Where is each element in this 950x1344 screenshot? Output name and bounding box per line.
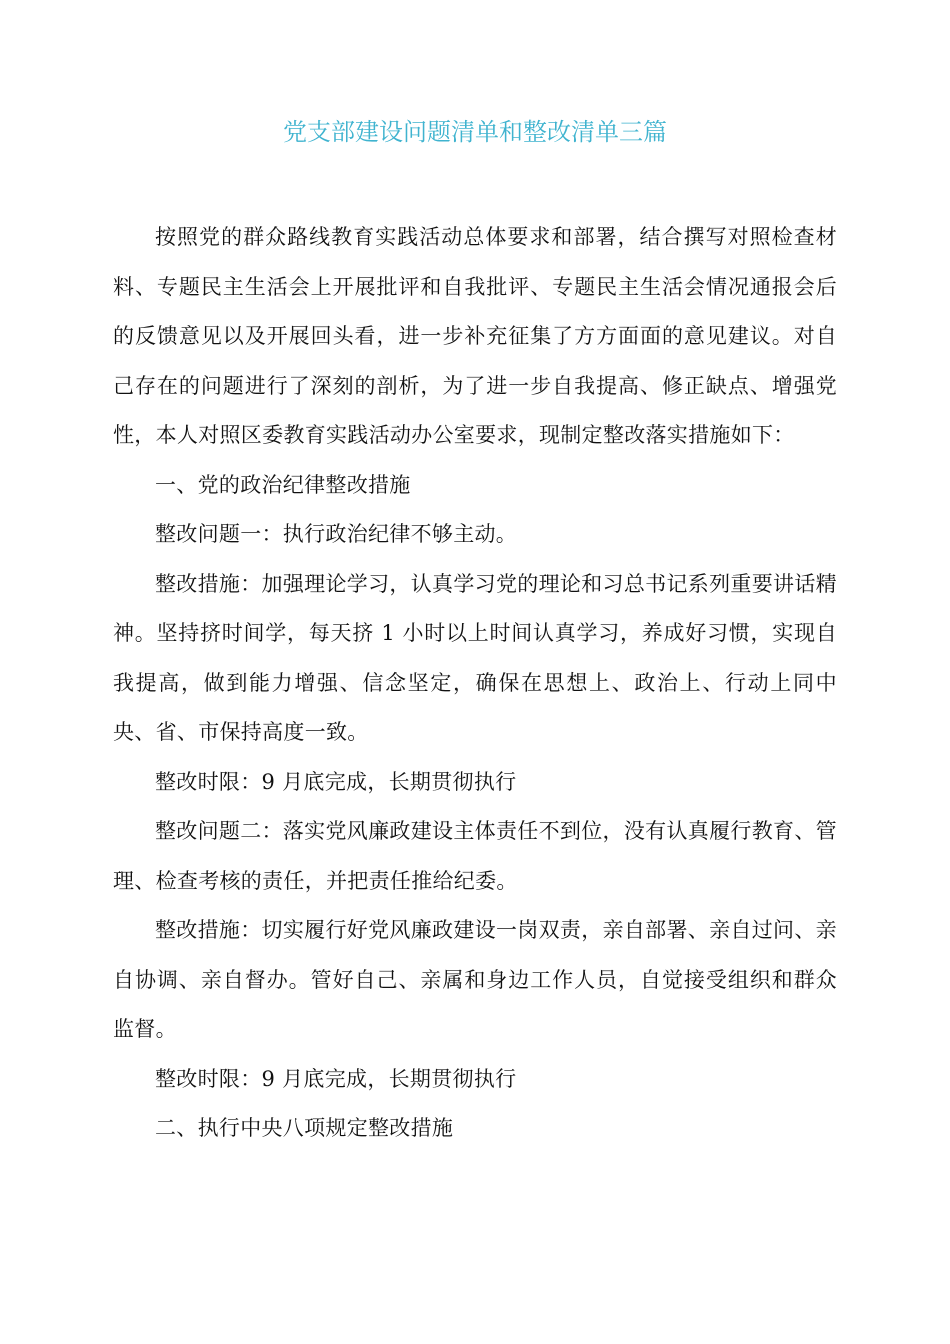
measure-2: 整改措施：切实履行好党风廉政建设一岗双责，亲自部署、亲自过问、亲自协调、亲自督办。管好自己、亲属和身边工作人员，自觉接受组织和群众监督。 (113, 918, 837, 1041)
document-title: 党支部建设问题清单和整改清单三篇 (283, 118, 667, 146)
issue-2: 整改问题二：落实党风廉政建设主体责任不到位，没有认真履行教育、管理、检查考核的责任，并把责任推给纪委。 (113, 819, 837, 893)
document-body (113, 213, 837, 1154)
deadline-1: 整改时限：9 月底完成，长期贯彻执行 (155, 769, 517, 794)
measure-1: 整改措施：加强理论学习，认真学习党的理论和习总书记系列重要讲话精神。坚持挤时间学，每天挤 1 小时以上时间认真学习，养成好习惯，实现自我提高，做到能力增强、信念坚定，确保在思想上、政治上、行动上同中央、省、市保持高度一致。 (113, 571, 837, 744)
section-heading-1: 一、党的政治纪律整改措施 (155, 472, 411, 497)
intro-paragraph: 按照党的群众路线教育实践活动总体要求和部署，结合撰写对照检查材料、专题民主生活会上开展批评和自我批评、专题民主生活会情况通报会后的反馈意见以及开展回头看，进一步补充征集了方方面面的意见建议。对自己存在的问题进行了深刻的剖析，为了进一步自我提高、修正缺点、增强党性，本人对照区委教育实践活动办公室要求，现制定整改落实措施如下： (113, 225, 837, 447)
section-heading-2: 二、执行中央八项规定整改措施 (155, 1116, 454, 1140)
issue-1: 整改问题一：执行政治纪律不够主动。 (155, 522, 518, 546)
deadline-2: 整改时限：9 月底完成，长期贯彻执行 (155, 1066, 517, 1091)
